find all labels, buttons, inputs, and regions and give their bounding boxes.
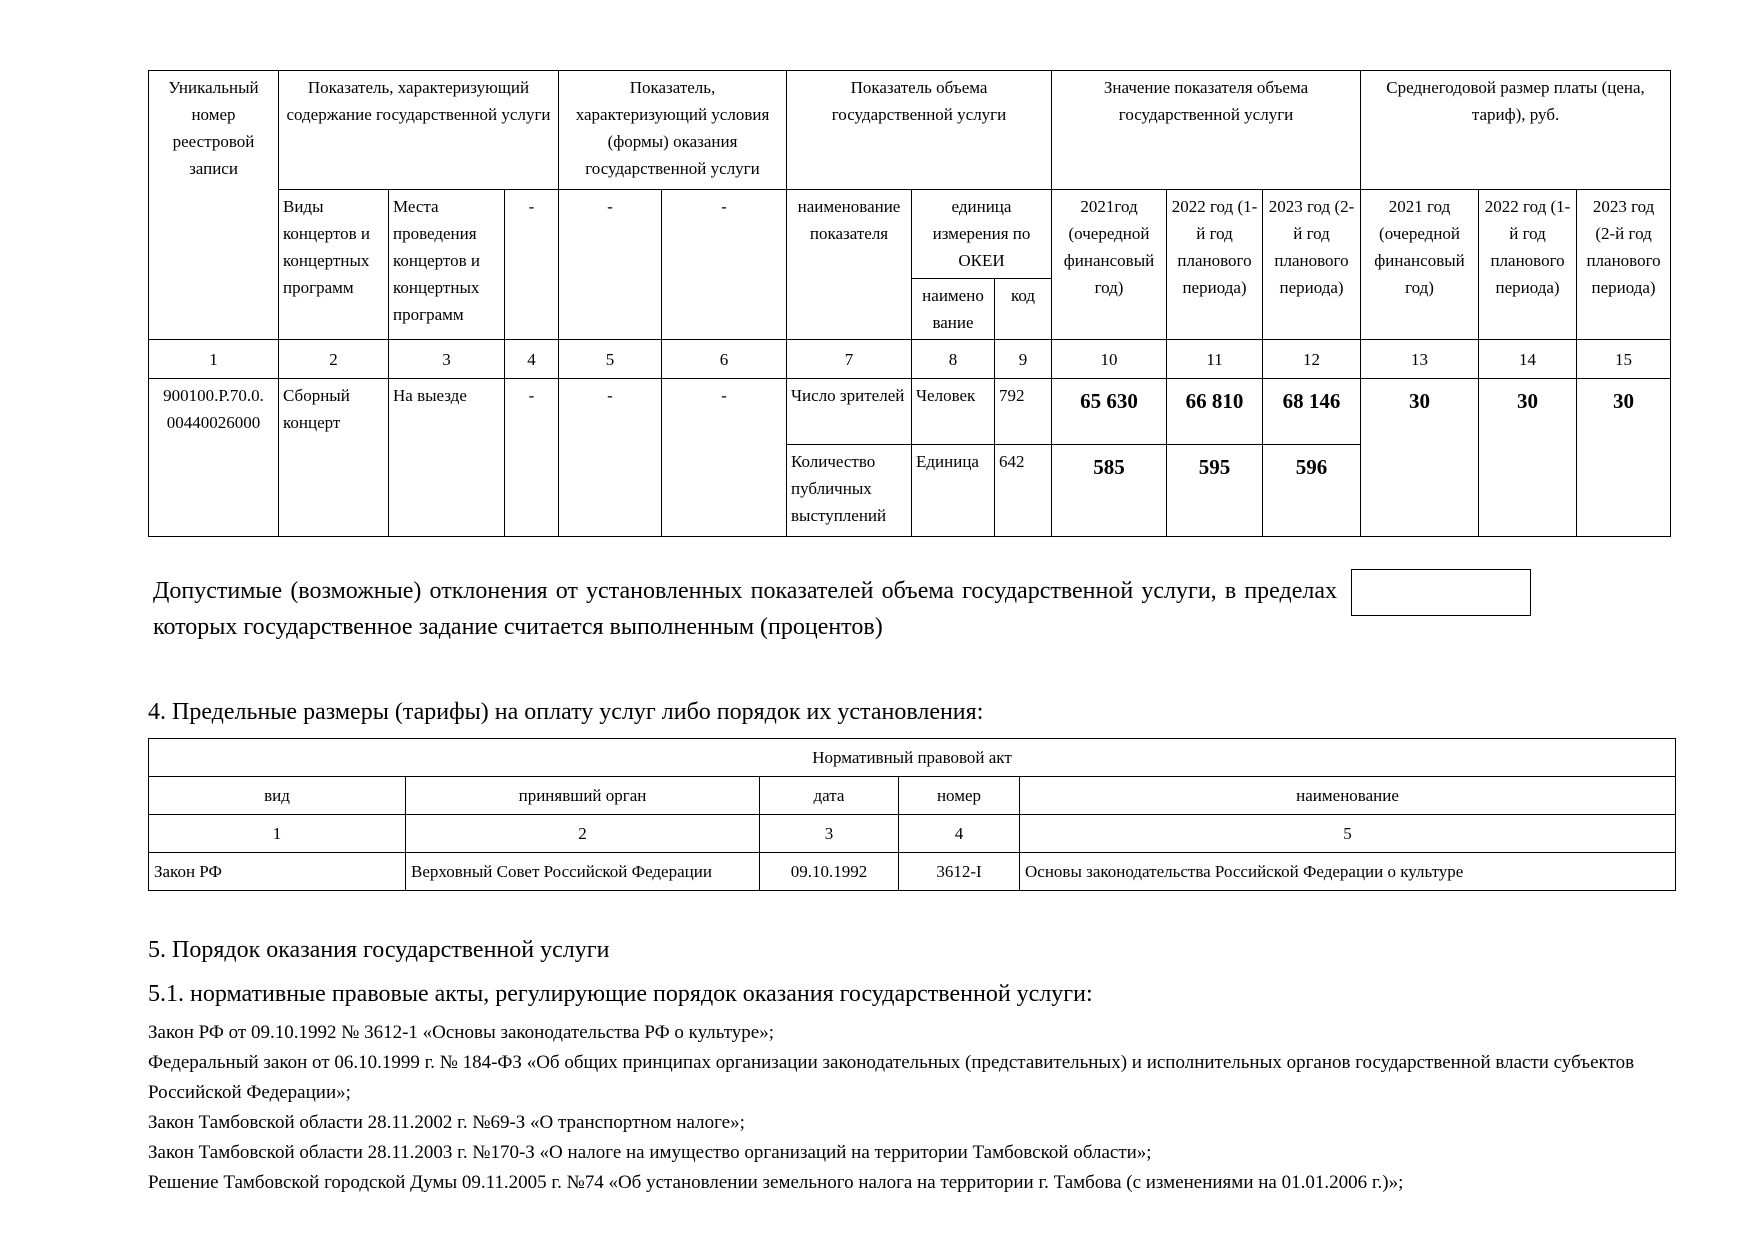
header-year-2023: 2023 год (2-й год планового периода) [1263,190,1361,340]
column-number: 5 [559,340,662,379]
act-type: Закон РФ [149,853,406,891]
header-fee-year-2022: 2022 год (1-й год планового периода) [1479,190,1577,340]
column-number: 2 [406,815,760,853]
section-5-title: 5. Порядок оказания государственной услуги [148,937,610,963]
header-year-2022: 2022 год (1-й год планового периода) [1167,190,1263,340]
header-unit-code: код [995,279,1052,340]
header-authority: принявший орган [406,777,760,815]
unit-code: 792 [995,379,1052,445]
concert-place-value: На выезде [389,379,505,537]
header-fee-year-2023: 2023 год (2-й год планового периода) [1577,190,1671,340]
volume-value-2021: 65 630 [1052,379,1167,445]
act-number: 3612-I [899,853,1020,891]
fee-value-2021: 30 [1361,379,1479,537]
column-number: 13 [1361,340,1479,379]
header-type: вид [149,777,406,815]
dash-value: - [559,379,662,537]
volume-value-2021: 585 [1052,445,1167,537]
registry-number: 900100.Р.70.0. 00440026000 [149,379,279,537]
header-volume-indicator: Показатель объема государственной услуги [787,71,1052,190]
concert-type-value: Сборный концерт [279,379,389,537]
act-date: 09.10.1992 [760,853,899,891]
law-item: Закон Тамбовской области 28.11.2003 г. №170-З «О налоге на имущество организаций на территории Тамбовской области»; [148,1142,1152,1163]
fee-value-2023: 30 [1577,379,1671,537]
column-number: 1 [149,340,279,379]
column-number: 3 [389,340,505,379]
volume-value-2023: 68 146 [1263,379,1361,445]
column-number: 9 [995,340,1052,379]
column-number: 10 [1052,340,1167,379]
header-unique-number: Уникальный номер реестровой записи [149,71,279,340]
column-number: 4 [899,815,1020,853]
deviation-text: Допустимые (возможные) отклонения от установленных показателей объема государственной услуги, в пределах которых государственное задание считается выполненным (процентов) [153,578,1337,640]
law-item: Закон Тамбовской области 28.11.2002 г. №69-З «О транспортном налоге»; [148,1112,745,1133]
header-unit-name: наимено вание [912,279,995,340]
header-concert-places: Места проведения концертов и концертных программ [389,190,505,340]
header-unit-okei: единица измерения по ОКЕИ [912,190,1052,279]
header-indicator-name: наименование показателя [787,190,912,340]
column-number: 12 [1263,340,1361,379]
column-number: 14 [1479,340,1577,379]
deviation-percent-field[interactable] [1351,569,1531,616]
column-number: 6 [662,340,787,379]
volume-value-2022: 66 810 [1167,379,1263,445]
column-number: 5 [1020,815,1676,853]
column-number: 15 [1577,340,1671,379]
act-authority: Верховный Совет Российской Федерации [406,853,760,891]
section-5-1-title: 5.1. нормативные правовые акты, регулирующие порядок оказания государственной услуги: [148,981,1093,1007]
volume-value-2022: 595 [1167,445,1263,537]
column-number: 4 [505,340,559,379]
law-item: Решение Тамбовской городской Думы 09.11.2005 г. №74 «Об установлении земельного налога на территории г. Тамбова (с изменениями на 01.01.2006 г.)»; [148,1172,1404,1193]
law-list [148,1018,1648,1198]
unit-name: Единица [912,445,995,537]
volume-indicators-table [148,70,1671,537]
dash-value: - [662,379,787,537]
column-number: 8 [912,340,995,379]
normative-act-table [148,738,1676,891]
normative-act-title: Нормативный правовой акт [149,739,1676,777]
column-number: 7 [787,340,912,379]
header-fee-year-2021: 2021 год (очередной финансовый год) [1361,190,1479,340]
law-item: Закон РФ от 09.10.1992 № 3612-1 «Основы законодательства РФ о культуре»; [148,1022,774,1043]
header-conditions-indicator: Показатель, характеризующий условия (формы) оказания государственной услуги [559,71,787,190]
section-4-title: 4. Предельные размеры (тарифы) на оплату услуг либо порядок их установления: [148,699,984,725]
indicator-name: Количество публичных выступлений [787,445,912,537]
column-number: 3 [760,815,899,853]
header-dash: - [662,190,787,340]
unit-name: Человек [912,379,995,445]
header-year-2021: 2021год (очередной финансовый год) [1052,190,1167,340]
act-name: Основы законодательства Российской Федерации о культуре [1020,853,1676,891]
column-number: 2 [279,340,389,379]
column-number: 11 [1167,340,1263,379]
header-content-indicator: Показатель, характеризующий содержание государственной услуги [279,71,559,190]
volume-value-2023: 596 [1263,445,1361,537]
header-dash: - [559,190,662,340]
header-number: номер [899,777,1020,815]
indicator-name: Число зрителей [787,379,912,445]
column-number: 1 [149,815,406,853]
dash-value: - [505,379,559,537]
header-avg-fee: Среднегодовой размер платы (цена, тариф), руб. [1361,71,1671,190]
header-volume-value: Значение показателя объема государственной услуги [1052,71,1361,190]
header-dash: - [505,190,559,340]
fee-value-2022: 30 [1479,379,1577,537]
header-concert-types: Виды концертов и концертных программ [279,190,389,340]
header-date: дата [760,777,899,815]
header-name: наименование [1020,777,1676,815]
law-item: Федеральный закон от 06.10.1999 г. № 184-ФЗ «Об общих принципах организации законодательных (представительных) и исполнительных органов государственной власти субъектов Российской Федерации»; [148,1052,1635,1103]
unit-code: 642 [995,445,1052,537]
